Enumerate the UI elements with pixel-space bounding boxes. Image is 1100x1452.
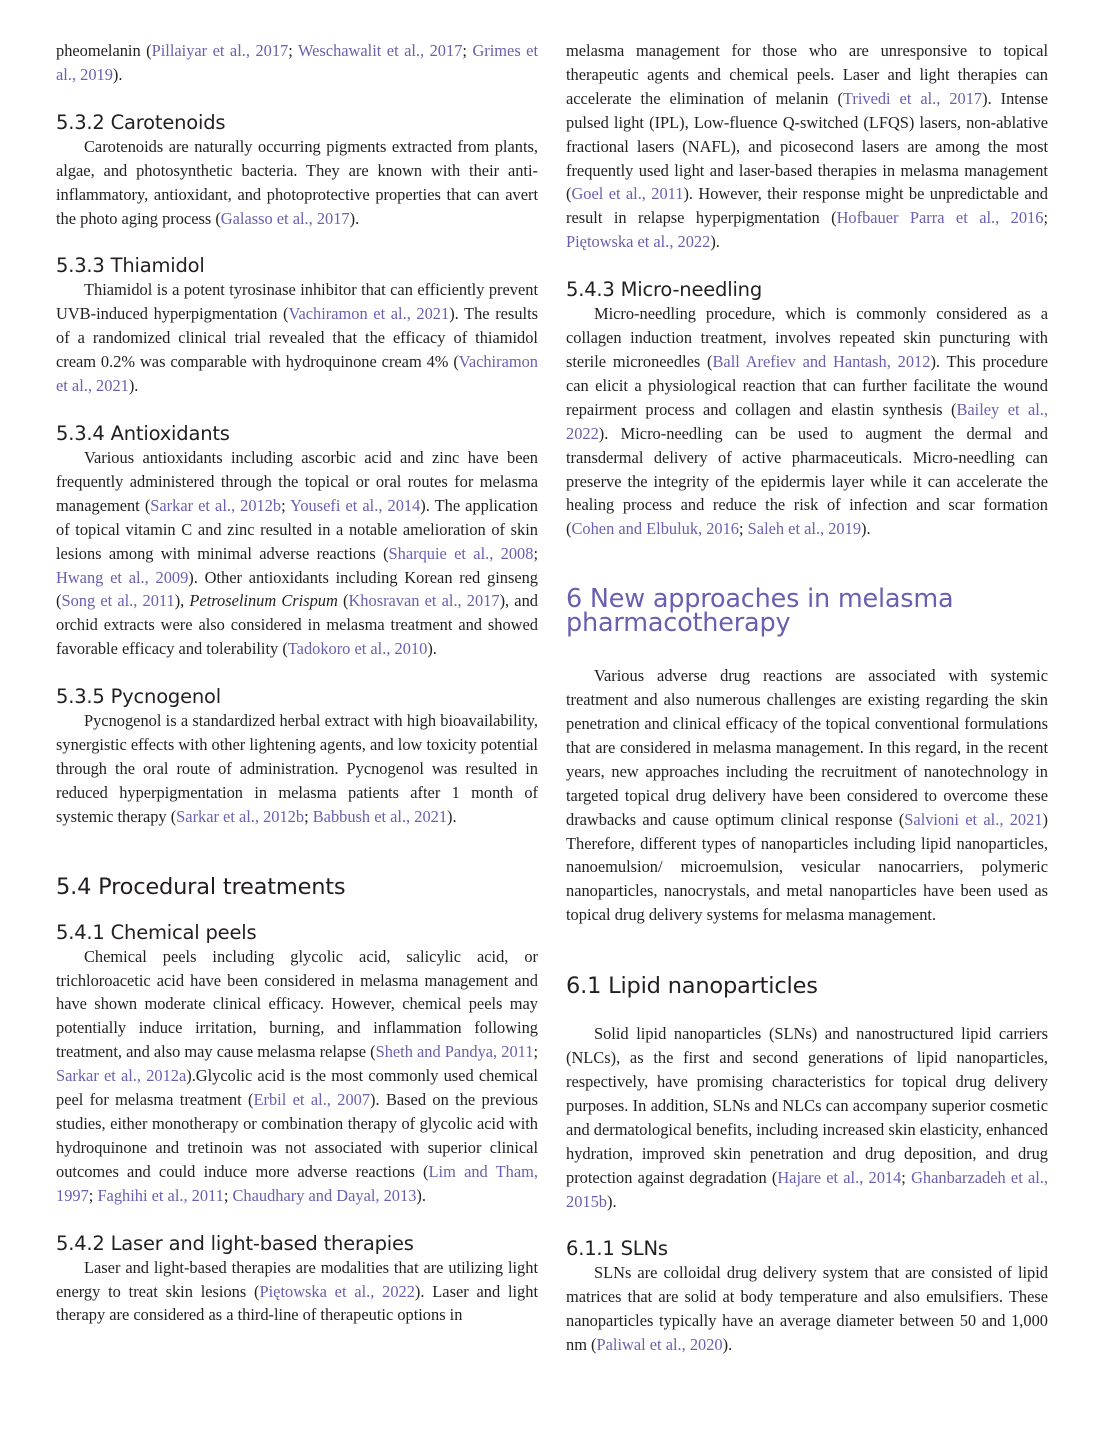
citation-link[interactable]: Hwang et al., 2009 bbox=[56, 567, 189, 587]
citation-link[interactable]: Piętowska et al., 2022 bbox=[259, 1281, 415, 1301]
paragraph-chemical-peels: Chemical peels including glycolic acid, salicylic acid, or trichloroacetic acid have been considered in melasma management and have shown moderate clinical efficacy. However, chemical peels may potentially induce irritation, burning, and inflammation following treatment, and also may cause melasma relapse (Sheth and Pandya, 2011; Sarkar et al., 2012a).Glycolic acid is the most commonly used chemical peel for melasma treatment (Erbil et al., 2007). Based on the previous studies, either monotherapy or combination therapy of glycolic acid with hydroquinone and tretinoin was not associated with superior clinical outcomes and could induce more adverse reactions (Lim and Tham, 1997; Faghihi et al., 2011; Chaudhary and Dayal, 2013). bbox=[56, 946, 539, 1205]
citation-link[interactable]: Trivedi et al., 2017 bbox=[842, 88, 983, 108]
citation-link[interactable]: Paliwal et al., 2020 bbox=[596, 1335, 723, 1355]
citation-link[interactable]: Sarkar et al., 2012a bbox=[56, 1066, 187, 1086]
heading-5-4-1-chemical-peels: 5.4.1 Chemical peels bbox=[56, 920, 257, 944]
heading-6-1-1-slns: 6.1.1 SLNs bbox=[566, 1237, 668, 1261]
citation-link[interactable]: Weschawalit et al., 2017 bbox=[297, 41, 463, 60]
heading-5-4-2-laser-light-therapies: 5.4.2 Laser and light-based therapies bbox=[56, 1231, 414, 1255]
paragraph-pycnogenol: Pycnogenol is a standardized herbal extract with high bioavailability, synergistic effects with other lightening agents, and low toxicity potential through the oral route of administration. Pycnogenol was resulted in reduced hyperpigmentation in melasma patients after 1 month of systemic therapy (Sarkar et al., 2012b; Babbush et al., 2021). bbox=[56, 711, 538, 826]
citation-link[interactable]: Yousefi et al., 2014 bbox=[290, 495, 421, 515]
citation-link[interactable]: Khosravan et al., 2017 bbox=[348, 591, 500, 611]
heading-5-3-5-pycnogenol: 5.3.5 Pycnogenol bbox=[56, 685, 222, 709]
heading-5-3-3-thiamidol: 5.3.3 Thiamidol bbox=[56, 254, 205, 278]
citation-link[interactable]: Sarkar et al., 2012b bbox=[150, 495, 282, 515]
heading-5-3-4-antioxidants: 5.3.4 Antioxidants bbox=[56, 421, 230, 445]
citation-link[interactable]: Hofbauer Parra et al., 2016 bbox=[836, 208, 1044, 228]
citation-link[interactable]: Hajare et al., 2014 bbox=[777, 1167, 902, 1187]
citation-link[interactable]: Piętowska et al., 2022 bbox=[566, 232, 711, 252]
citation-link[interactable]: Saleh et al., 2019 bbox=[747, 519, 862, 539]
citation-link[interactable]: Chaudhary and Dayal, 2013 bbox=[232, 1185, 417, 1205]
heading-6-1-lipid-nanoparticles: 6.1 Lipid nanoparticles bbox=[566, 973, 818, 1000]
citation-link[interactable]: Sarkar et al., 2012b bbox=[176, 806, 305, 826]
paragraph-micro-needling: Micro-needling procedure, which is commonly considered as a collagen induction treatment, involves repeated skin puncturing with sterile microneedles (Ball Arefiev and Hantash, 2012). This procedure can elicit a physiological reaction that can further facilitate the wound repairment process and collagen and elastin synthesis (Bailey et al., 2022). Micro-needling can be used to augment the dermal and transdermal delivery of active pharmaceuticals. Micro-needling can preserve the integrity of the epidermis layer while it can accelerate the healing process and reduce the risk of infection and scar formation (Cohen and Elbuluk, 2016; Saleh et al., 2019). bbox=[566, 304, 1048, 539]
citation-link[interactable]: Galasso et al., 2017 bbox=[220, 208, 350, 228]
citation-link[interactable]: Babbush et al., 2021 bbox=[312, 806, 448, 826]
citation-link[interactable]: Vachiramon et al., 2021 bbox=[288, 304, 450, 324]
citation-link[interactable]: Song et al., 2011 bbox=[61, 591, 175, 611]
citation-link[interactable]: Grimes et al., 2019 bbox=[56, 41, 539, 84]
heading-5-3-2-carotenoids: 5.3.2 Carotenoids bbox=[56, 110, 226, 134]
citation-link[interactable]: Sheth and Pandya, 2011 bbox=[375, 1042, 534, 1062]
paragraph-new-approaches: Various adverse drug reactions are associated with systemic treatment and also numerous challenges are existing regarding the skin penetration and clinical efficacy of the topical conventional formulations that are considered in melasma management. In this regard, in the recent years, new approaches including the recruitment of nanotechnology in targeted topical drug delivery have been considered to overcome these drawbacks and cause optimum clinical response (Salvioni et al., 2021) Therefore, different types of nanoparticles including lipid nanoparticles, nanoemulsion/ microemulsion, vesicular nanocarriers, polymeric nanoparticles, nanocrystals, and metal nanoparticles have been used as topical drug delivery systems for melasma management. bbox=[566, 666, 1048, 925]
heading-5-4-procedural-treatments: 5.4 Procedural treatments bbox=[56, 873, 346, 900]
heading-6-new-approaches bbox=[566, 584, 1048, 639]
citation-link[interactable]: Tadokoro et al., 2010 bbox=[287, 639, 428, 659]
citation-link[interactable]: Pillaiyar et al., 2017 bbox=[151, 41, 289, 60]
citation-link[interactable]: Bailey et al., 2022 bbox=[566, 399, 1048, 443]
citation-link[interactable]: Cohen and Elbuluk, 2016 bbox=[571, 519, 740, 539]
paragraph-thiamidol: Thiamidol is a potent tyrosinase inhibitor that can efficiently prevent UVB-induced hyperpigmentation (Vachiramon et al., 2021). The results of a randomized clinical trial revealed that the efficacy of thiamidol cream 0.2% was comparable with hydroquinone cream 4% (Vachiramon et al., 2021). bbox=[56, 280, 538, 396]
heading-6-line1: 6 New approaches in melasma bbox=[566, 584, 954, 615]
citation-link[interactable]: Ghanbarzadeh et al., 2015b bbox=[566, 1167, 1049, 1211]
intro-paragraph: pheomelanin (Pillaiyar et al., 2017; Weschawalit et al., 2017; Grimes et al., 2019). bbox=[56, 41, 539, 84]
citation-link[interactable]: Erbil et al., 2007 bbox=[253, 1090, 371, 1110]
paragraph-carotenoids: Carotenoids are naturally occurring pigments extracted from plants, algae, and photosynthetic bacteria. They are known with their anti-inflammatory, antioxidant, and photoprotective properties that can avert the photo aging process (Galasso et al., 2017). bbox=[56, 136, 538, 228]
citation-link[interactable]: Goel et al., 2011 bbox=[571, 184, 684, 204]
paragraph-lipid-nanoparticles: Solid lipid nanoparticles (SLNs) and nanostructured lipid carriers (NLCs), as the first and second generations of lipid nanoparticles, respectively, have promising characteristics for topical drug delivery purposes. In addition, SLNs and NLCs can accompany superior cosmetic and dermatological benefits, including increased skin elasticity, enhanced hydration, improved skin penetration and drug deposition, and drug protection against degradation (Hajare et al., 2014; Ghanbarzadeh et al., 2015b). bbox=[566, 1024, 1049, 1211]
citation-link[interactable]: Lim and Tham, 1997 bbox=[56, 1161, 538, 1205]
citation-link[interactable]: Sharquie et al., 2008 bbox=[388, 543, 534, 563]
heading-6-line2: pharmacotherapy bbox=[566, 608, 791, 639]
citation-link[interactable]: Vachiramon et al., 2021 bbox=[56, 352, 538, 396]
paragraph-laser-light: Laser and light-based therapies are modalities that are utilizing light energy to treat skin lesions (Piętowska et al., 2022). Laser and light therapy are considered as a third-line of therapeutic options in bbox=[56, 1257, 539, 1325]
citation-link[interactable]: Salvioni et al., 2021 bbox=[904, 809, 1043, 829]
citation-link[interactable]: Ball Arefiev and Hantash, 2012 bbox=[712, 351, 931, 371]
citation-link[interactable]: Faghihi et al., 2011 bbox=[97, 1185, 224, 1205]
left-column bbox=[56, 39, 538, 1327]
right-column bbox=[566, 39, 1048, 1357]
paragraph-antioxidants: Various antioxidants including ascorbic acid and zinc have been frequently administered through the topical or oral routes for melasma management (Sarkar et al., 2012b; Yousefi et al., 2014). The application of topical vitamin C and zinc resulted in a notable amelioration of skin lesions among with minimal adverse reactions (Sharquie et al., 2008; Hwang et al., 2009). Other antioxidants including Korean red ginseng (Song et al., 2011), Petroselinum Crispum (Khosravan et al., 2017), and orchid extracts were also considered in melasma treatment and showed favorable efficacy and tolerability (Tadokoro et al., 2010). bbox=[56, 447, 538, 659]
paragraph-slns: SLNs are colloidal drug delivery system that are consisted of lipid matrices that are solid at body temperature and also emulsifiers. These nanoparticles typically have an average diameter between 50 and 1,000 nm (Paliwal et al., 2020). bbox=[566, 1263, 1048, 1355]
italic-term: Petroselinum Crispum bbox=[189, 591, 338, 611]
continuation-paragraph-laser: melasma management for those who are unresponsive to topical therapeutic agents and chemical peels. Laser and light therapies can accelerate the elimination of melanin (Trivedi et al., 2017). Intense pulsed light (IPL), Low-fluence Q-switched (LFQS) lasers, non-ablative fractional lasers (NAFL), and picosecond lasers are among the most frequently used light and laser-based therapies in melasma management (Goel et al., 2011). However, their response might be unpredictable and result in relapse hyperpigmentation (Hofbauer Parra et al., 2016; Piętowska et al., 2022). bbox=[566, 41, 1049, 252]
heading-5-4-3-micro-needling: 5.4.3 Micro-needling bbox=[566, 278, 762, 302]
